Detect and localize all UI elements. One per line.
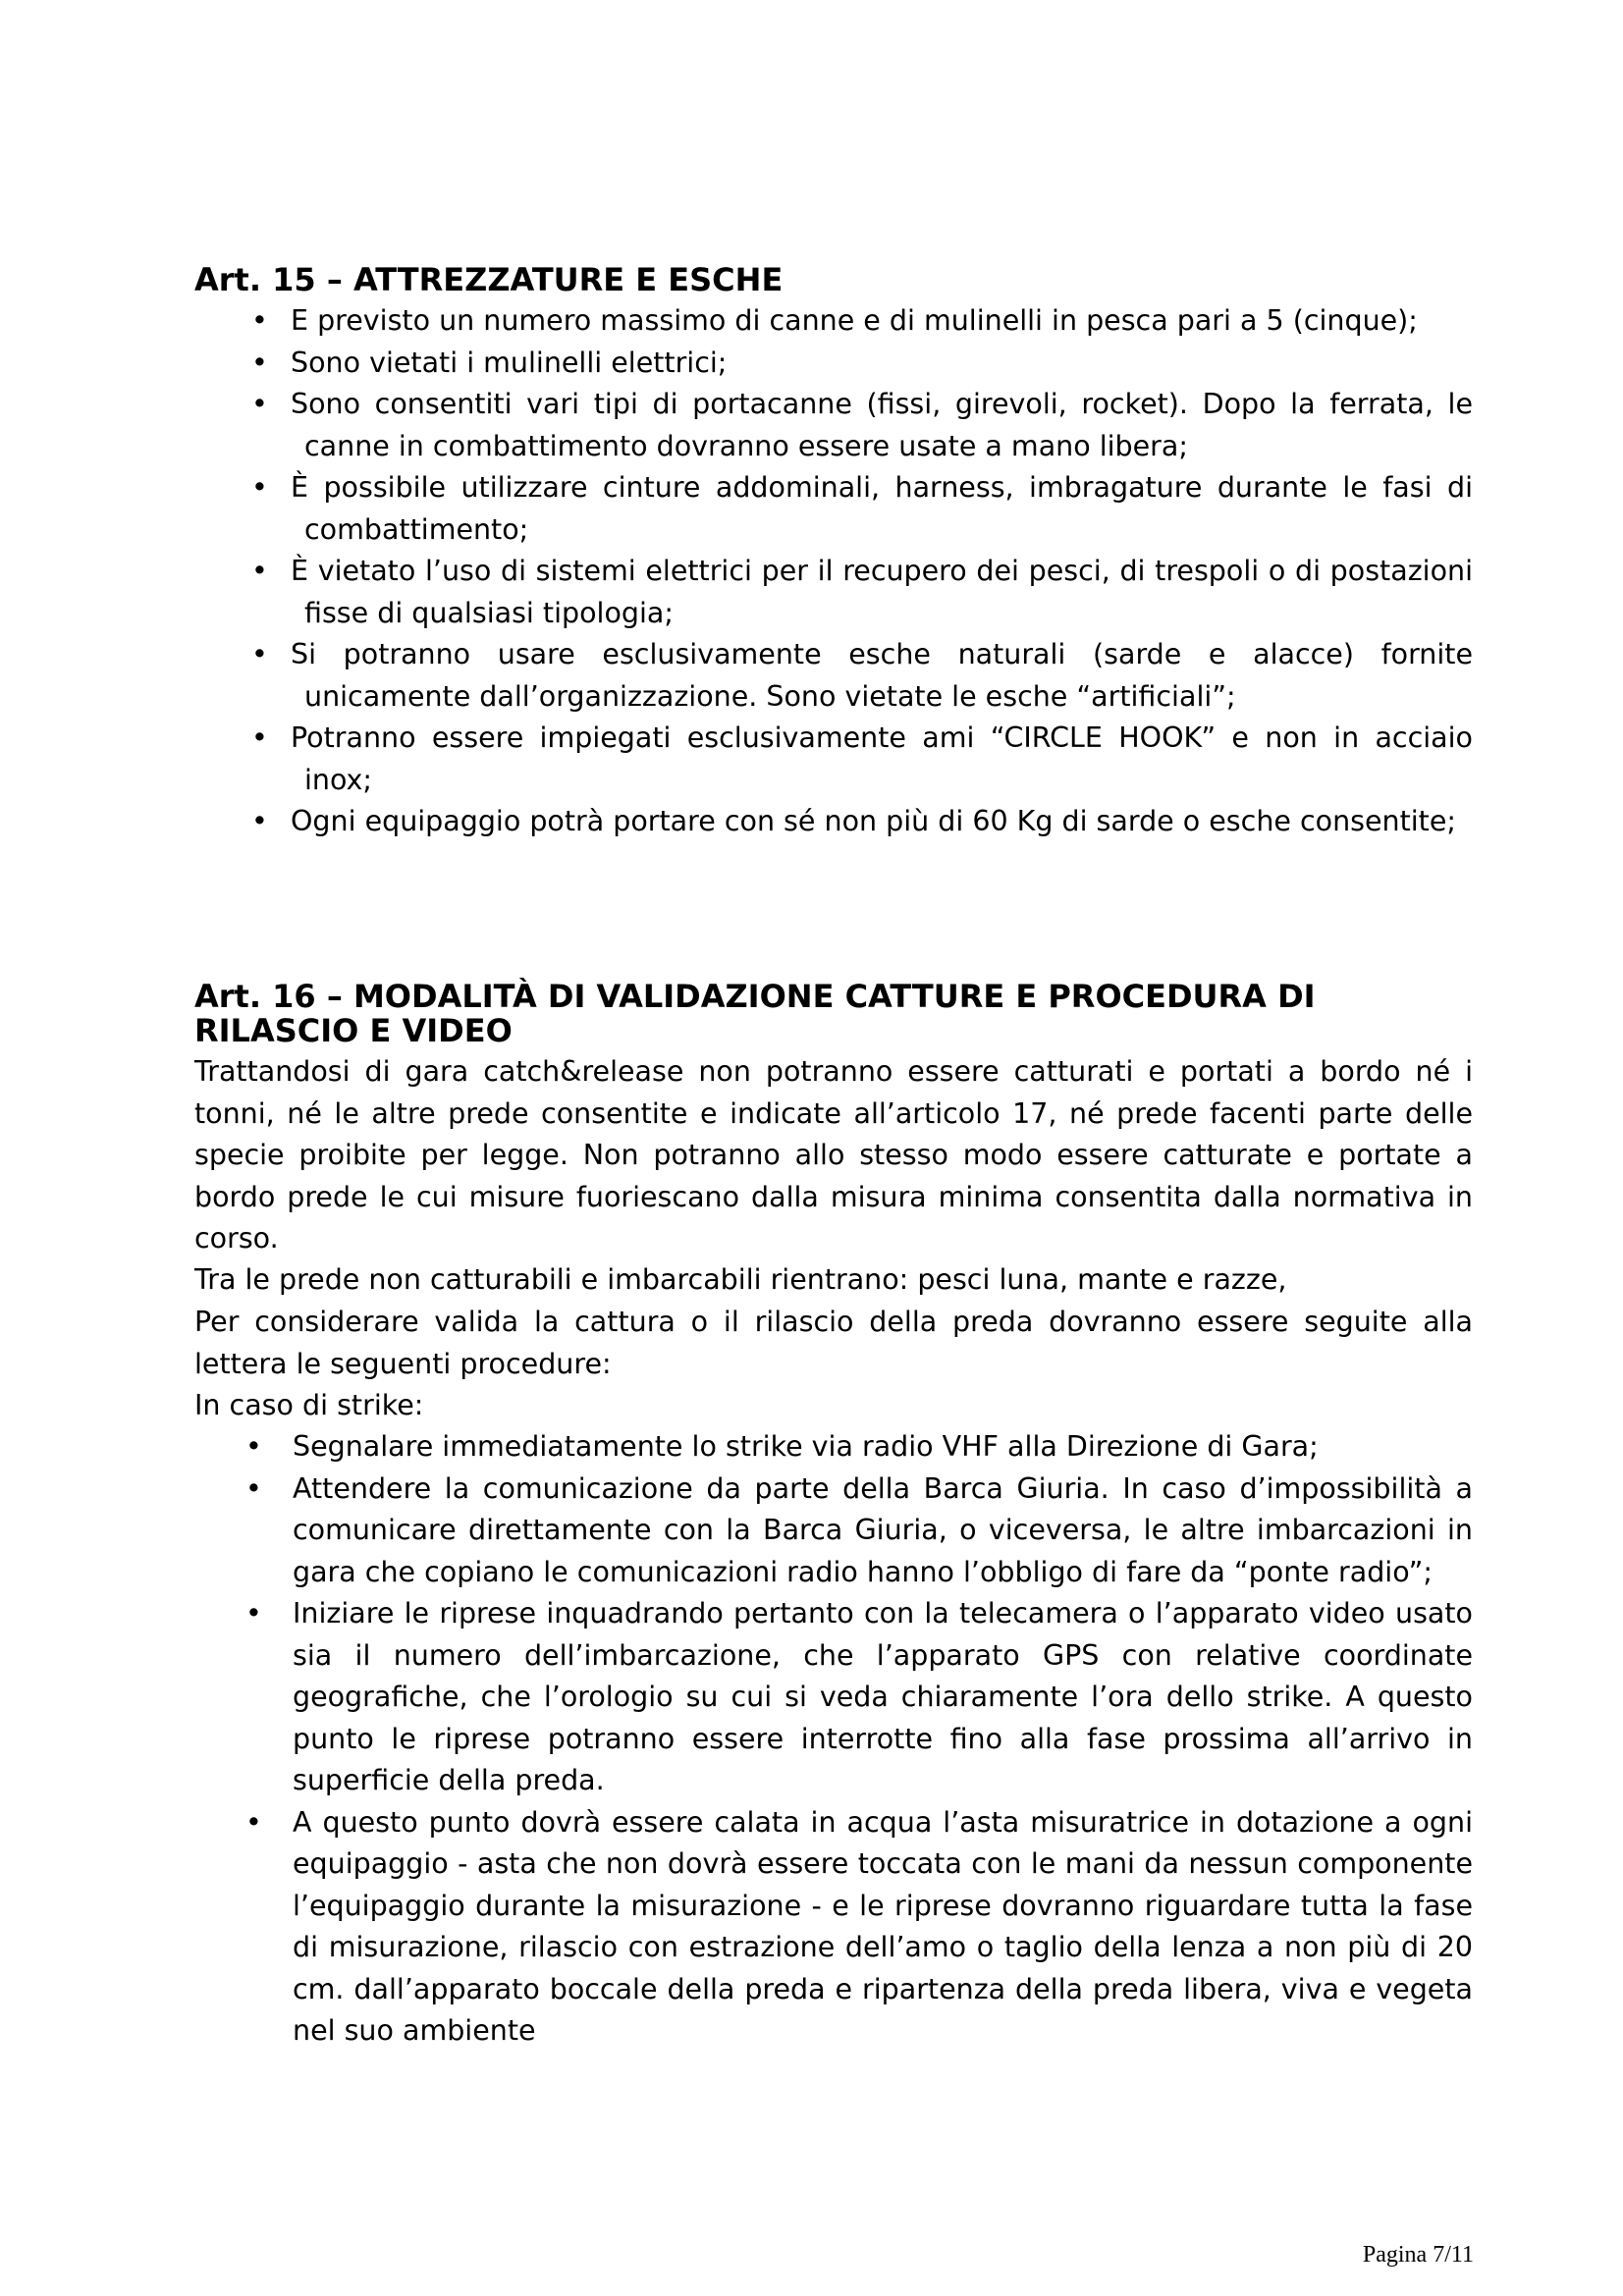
bullet-icon: •: [251, 638, 268, 670]
art15-item: [251, 718, 1473, 801]
art15-item-text: È vietato l’uso di sistemi elettrici per il recupero dei pesci, di trespoli o di postazioni fisse di qualsiasi tipologia;: [291, 555, 1473, 629]
art15-heading: Art. 15 – ATTREZZATURE E ESCHE: [194, 261, 784, 298]
page-number: Pagina 7/11: [1362, 2242, 1474, 2268]
art15-item: [251, 343, 1473, 385]
art15-item-text: Sono consentiti vari tipi di portacanne (fissi, girevoli, rocket). Dopo la ferrata, le canne in combattimento dovranno essere usate a mano libera;: [291, 388, 1473, 462]
art16-paragraph: Trattandosi di gara catch&release non potranno essere catturati e portati a bordo né i tonni, né le altre prede consentite e indicate all’articolo 17, né prede facenti parte delle specie proibite per legge. Non potranno allo stesso modo essere catturate e portate a bordo prede le cui misure fuoriescano dalla misura minima consentita dalla normativa in corso.: [194, 1055, 1473, 1255]
art15-item-text: E previsto un numero massimo di canne e di mulinelli in pesca pari a 5 (cinque);: [291, 304, 1418, 337]
bullet-icon: •: [245, 1805, 262, 1839]
art15-item: [251, 634, 1473, 718]
art15-list: [251, 300, 1473, 843]
art16-heading: [194, 980, 1490, 1048]
art16-paragraph: Per considerare valida la cattura o il rilascio della preda dovranno essere seguite alla lettera le seguenti procedure:: [194, 1306, 1473, 1380]
art15-item: [251, 384, 1473, 467]
bullet-icon: •: [245, 1471, 262, 1505]
art15-item: [251, 551, 1473, 634]
art15-item-text: Ogni equipaggio potrà portare con sé non più di 60 Kg di sarde o esche consentite;: [291, 805, 1456, 837]
art16-item: [245, 1593, 1473, 1802]
art16-paragraph: Tra le prede non catturabili e imbarcabili rientrano: pesci luna, mante e razze,: [194, 1263, 1287, 1296]
bullet-icon: •: [251, 471, 268, 504]
art16-item: [245, 1468, 1473, 1594]
art16-item-text: A questo punto dovrà essere calata in acqua l’asta misuratrice in dotazione a ogni equipaggio - asta che non dovrà essere toccata con le mani da nessun componente l’equipaggio durante la misurazione - e le riprese dovranno riguardare tutta la fase di misurazione, rilascio con estrazione dell’amo o taglio della lenza a non più di 20 cm. dall’apparato boccale della preda e ripartenza della preda libera, viva e vegeta nel suo ambiente: [293, 1805, 1473, 2047]
art16-item-text: Segnalare immediatamente lo strike via radio VHF alla Direzione di Gara;: [293, 1430, 1319, 1463]
art15-item-text: Potranno essere impiegati esclusivamente ami “CIRCLE HOOK” e non in acciaio inox;: [291, 721, 1473, 796]
bullet-icon: •: [251, 721, 268, 754]
bullet-icon: •: [251, 346, 268, 379]
art16-strike-intro: In caso di strike:: [194, 1389, 424, 1421]
art16-heading-line2: RILASCIO E VIDEO: [194, 1012, 513, 1049]
bullet-icon: •: [251, 555, 268, 587]
art16-list: [245, 1426, 1473, 2053]
bullet-icon: •: [251, 388, 268, 420]
art15-item: [251, 300, 1473, 343]
art15-item-text: Sono vietati i mulinelli elettrici;: [291, 346, 728, 379]
art15-item: [251, 467, 1473, 551]
bullet-icon: •: [245, 1597, 262, 1629]
art16-item-text: Attendere la comunicazione da parte della Barca Giuria. In caso d’impossibilità a comunicare direttamente con la Barca Giuria, o viceversa, le altre imbarcazioni in gara che copiano le comunicazioni radio hanno l’obbligo di fare da “ponte radio”;: [293, 1471, 1473, 1588]
art15-item-text: Si potranno usare esclusivamente esche naturali (sarde e alacce) fornite unicamente dall’organizzazione. Sono vietate le esche “artificiali”;: [291, 638, 1473, 713]
art15-item-text: È possibile utilizzare cinture addominali, harness, imbragature durante le fasi di combattimento;: [291, 471, 1473, 546]
art16-item-text: Iniziare le riprese inquadrando pertanto con la telecamera o l’apparato video usato sia il numero dell’imbarcazione, che l’apparato GPS con relative coordinate geografiche, che l’orologio su cui si veda chiaramente l’ora dello strike. A questo punto le riprese potranno essere interrotte fino alla fase prossima all’arrivo in superficie della preda.: [293, 1597, 1473, 1796]
bullet-icon: •: [245, 1430, 262, 1463]
art15-item: [251, 801, 1473, 843]
art16-heading-line1: Art. 16 – MODALITÀ DI VALIDAZIONE CATTURE E PROCEDURA DI: [194, 978, 1316, 1015]
bullet-icon: •: [251, 304, 268, 337]
art16-item: [245, 1426, 1473, 1468]
art16-item: [245, 1802, 1473, 2053]
bullet-icon: •: [251, 805, 268, 837]
